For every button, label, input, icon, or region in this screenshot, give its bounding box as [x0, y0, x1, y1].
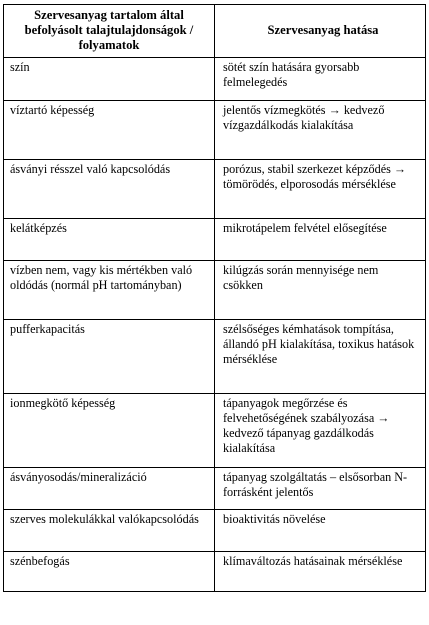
table-row — [4, 160, 426, 219]
property-cell: víztartó képesség — [4, 101, 215, 160]
property-cell: ásványosodás/mineralizáció — [4, 468, 215, 510]
effect-cell: klímaváltozás hatásainak mérséklése — [215, 552, 426, 592]
table-row — [4, 468, 426, 510]
table-row — [4, 394, 426, 468]
property-cell: pufferkapacitás — [4, 320, 215, 394]
property-cell: vízben nem, vagy kis mértékben való oldódás (normál pH tartományban) — [4, 261, 215, 320]
effect-cell: porózus, stabil szerkezet képződés → tömörödés, elporosodás mérséklése — [215, 160, 426, 219]
property-cell: szénbefogás — [4, 552, 215, 592]
property-cell: szerves molekulákkal valókapcsolódás — [4, 510, 215, 552]
property-cell: ionmegkötő képesség — [4, 394, 215, 468]
table-row — [4, 58, 426, 101]
table-row — [4, 510, 426, 552]
table-row — [4, 219, 426, 261]
effect-cell: mikrotápelem felvétel elősegítése — [215, 219, 426, 261]
effect-cell: kilúgzás során mennyisége nem csökken — [215, 261, 426, 320]
effect-cell: sötét szín hatására gyorsabb felmelegedés — [215, 58, 426, 101]
effect-cell: bioaktivitás növelése — [215, 510, 426, 552]
property-cell: kelátképzés — [4, 219, 215, 261]
header-soil-properties: Szervesanyag tartalom által befolyásolt talajtulajdonságok / folyamatok — [4, 5, 215, 58]
effect-cell: szélsőséges kémhatások tompítása, állandó pH kialakítása, toxikus hatások mérséklése — [215, 320, 426, 394]
effect-cell: tápanyagok megőrzése és felvehetőségének szabályozása → kedvező tápanyag gazdálkodás kialakítása — [215, 394, 426, 468]
table-row — [4, 320, 426, 394]
table-row — [4, 101, 426, 160]
property-cell: ásványi résszel való kapcsolódás — [4, 160, 215, 219]
property-cell: szín — [4, 58, 215, 101]
soil-organic-matter-table — [3, 4, 426, 592]
header-organic-matter-effect: Szervesanyag hatása — [215, 5, 426, 58]
table-header-row — [4, 5, 426, 58]
effect-cell: jelentős vízmegkötés → kedvező vízgazdálkodás kialakítása — [215, 101, 426, 160]
table-row — [4, 552, 426, 592]
effect-cell: tápanyag szolgáltatás – elsősorban N-forrásként jelentős — [215, 468, 426, 510]
table-row — [4, 261, 426, 320]
